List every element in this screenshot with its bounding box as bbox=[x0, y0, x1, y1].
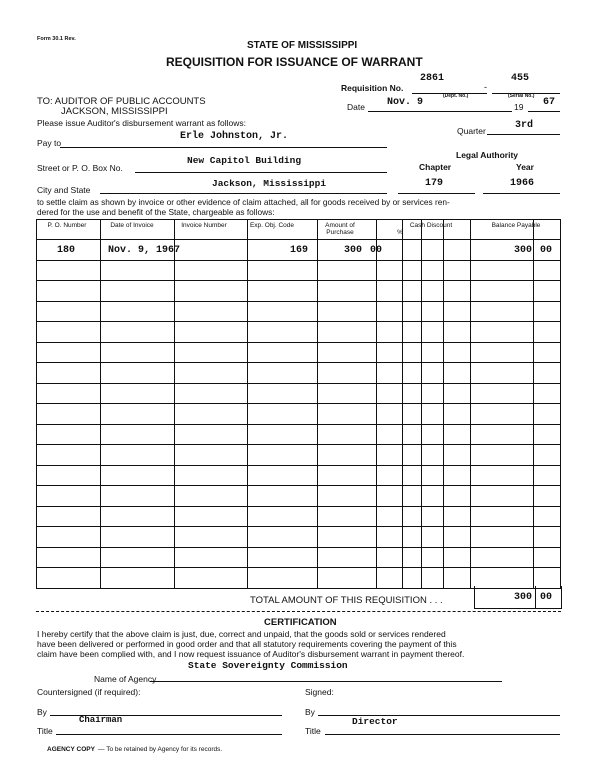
city-label: City and State bbox=[37, 185, 91, 195]
street-value: New Capitol Building bbox=[187, 155, 302, 166]
header-amount: Amount of Purchase bbox=[325, 222, 355, 236]
serial-no-caption: (Serial No.) bbox=[508, 93, 535, 99]
certification-text-1: I hereby certify that the above claim is just, due, correct and unpaid, that the goods sold or services rendered bbox=[37, 629, 446, 639]
agency-label: Name of Agency bbox=[94, 674, 157, 684]
header-expobj: Exp. Obj. Code bbox=[249, 222, 295, 229]
settle-text-1: to settle claim as shown by invoice or other evidence of claim attached, all for goods received by or services ren- bbox=[37, 197, 450, 207]
table-row bbox=[37, 342, 561, 363]
header-balance: Balance Payable bbox=[491, 222, 541, 229]
table-row bbox=[37, 547, 561, 568]
pay-to-label: Pay to bbox=[37, 138, 62, 148]
countersigned-label: Countersigned (if required): bbox=[37, 687, 141, 697]
year-prefix: 19 bbox=[514, 102, 524, 112]
total-label: TOTAL AMOUNT OF THIS REQUISITION . . . bbox=[250, 595, 443, 606]
row1-date: Nov. 9, 1967 bbox=[108, 245, 181, 256]
table-row bbox=[37, 363, 561, 384]
header-po: P. O. Number bbox=[47, 222, 87, 229]
requisition-label: Requisition No. bbox=[341, 83, 404, 93]
certification-text-2: have been delivered or performed in good order and that all statutory requirements covering the payment of this bbox=[37, 639, 457, 649]
title-left-value: Chairman bbox=[79, 715, 123, 725]
header-discount: Cash Discount bbox=[409, 222, 453, 229]
quarter-value: 3rd bbox=[515, 120, 534, 131]
title-right-value: Director bbox=[352, 716, 398, 727]
city-value: Jackson, Mississippi bbox=[212, 178, 327, 189]
quarter-label: Quarter bbox=[457, 126, 486, 136]
table-row bbox=[37, 383, 561, 404]
table-row bbox=[37, 424, 561, 445]
date-label: Date bbox=[347, 102, 365, 112]
claim-table bbox=[36, 219, 561, 589]
date-value: Nov. 9 bbox=[387, 97, 424, 108]
legal-authority-label: Legal Authority bbox=[456, 150, 519, 160]
total-cents: 00 bbox=[540, 592, 553, 603]
table-row bbox=[37, 322, 561, 343]
certification-heading: CERTIFICATION bbox=[264, 617, 337, 628]
header-invoice: Invoice Number bbox=[181, 222, 227, 229]
requisition-serial-no: 455 bbox=[511, 73, 530, 84]
title-right-label: Title bbox=[305, 726, 321, 736]
table-row bbox=[37, 445, 561, 466]
row1-balance-cents: 00 bbox=[540, 245, 553, 256]
table-row bbox=[37, 260, 561, 281]
form-title: REQUISITION FOR ISSUANCE OF WARRANT bbox=[166, 55, 423, 69]
requisition-form: Form 30.1 Rev. STATE OF MISSISSIPPI REQUISITION FOR ISSUANCE OF WARRANT Requisition No. - 2861 455 (Dept. No.) (Serial No.) Date Nov. 9 19 67 TO: AUDITOR OF PUBLIC ACCOUNTS JACKSON, MISSISSIPPI Please issue Auditor's disbursement warrant as follows: Quarter 3rd Pay to Erle Johnston, Jr. Legal Authority Chapter Year Street or P. O. Box No. New Capitol Building City and State Jackson, Mississippi 179 1966 to settle claim as shown by invoice or other evidence of claim attached, all for goods received by or services ren- dered for the use and benefit of the State, chargeable as follows: P. O. Number Date of Invoice Invoice Number Exp. Obj. Code Amount of Purchase % Cash Discount Balance Payable 180 Nov. 9, 1967 169 300 00 300 00 TOTAL AMOUNT OF THIS REQUISITION . . . 300 00 CERTIFICATION I hereby certify that the above claim is just, due, correct and unpaid, that the goods sold or services rendered have been delivered or performed in good order and that all statutory requirements covering the payment of this claim have been complied with, and I now request issuance of Auditor's disbursement warrant in payment thereof. State Sovereignty Commission Name of Agency Countersigned (if required): Signed: By By Chairman Director Title Title AGENCY COPY — To be retained by Agency for its records. bbox=[0, 0, 598, 768]
row1-amount-cents: 00 bbox=[370, 245, 383, 256]
row1-balance-dollars: 300 bbox=[514, 245, 533, 256]
chapter-label: Chapter bbox=[419, 162, 452, 172]
by-right-label: By bbox=[305, 707, 315, 717]
settle-text-2: dered for the use and benefit of the State, chargeable as follows: bbox=[37, 207, 275, 217]
copy-text: — To be retained by Agency for its records. bbox=[98, 746, 223, 753]
row1-amount-dollars: 300 bbox=[344, 245, 363, 256]
dept-no-caption: (Dept. No.) bbox=[443, 93, 469, 99]
row1-expobj: 169 bbox=[290, 245, 309, 256]
requisition-dept-no: 2861 bbox=[420, 73, 445, 84]
to-line-2: JACKSON, MISSISSIPPI bbox=[61, 106, 168, 117]
header-date: Date of Invoice bbox=[110, 222, 154, 229]
authority-year-value: 1966 bbox=[510, 178, 535, 189]
pay-to-value: Erle Johnston, Jr. bbox=[180, 131, 289, 142]
chapter-value: 179 bbox=[425, 178, 444, 189]
state-heading: STATE OF MISSISSIPPI bbox=[247, 40, 358, 51]
row1-po: 180 bbox=[57, 245, 76, 256]
table-row bbox=[37, 506, 561, 527]
table-row bbox=[37, 281, 561, 302]
issue-text: Please issue Auditor's disbursement warrant as follows: bbox=[37, 118, 247, 128]
table-row bbox=[37, 527, 561, 548]
table-row bbox=[37, 465, 561, 486]
total-dollars: 300 bbox=[514, 592, 533, 603]
header-pct: % bbox=[397, 229, 403, 236]
form-number: Form 30.1 Rev. bbox=[37, 36, 76, 42]
certification-text-3: claim have been complied with, and I now request issuance of Auditor's disbursement warrant in payment thereof. bbox=[37, 649, 465, 659]
year-header-label: Year bbox=[516, 162, 534, 172]
table-row bbox=[37, 568, 561, 589]
year-value: 67 bbox=[543, 97, 556, 108]
signed-label: Signed: bbox=[305, 687, 334, 697]
table-row bbox=[37, 486, 561, 507]
table-row bbox=[37, 301, 561, 322]
table-row bbox=[37, 404, 561, 425]
by-left-label: By bbox=[37, 707, 47, 717]
copy-label: AGENCY COPY bbox=[47, 746, 95, 753]
street-label: Street or P. O. Box No. bbox=[37, 163, 123, 173]
agency-value: State Sovereignty Commission bbox=[188, 660, 348, 671]
to-line-1: TO: AUDITOR OF PUBLIC ACCOUNTS bbox=[37, 96, 206, 107]
title-left-label: Title bbox=[37, 726, 53, 736]
